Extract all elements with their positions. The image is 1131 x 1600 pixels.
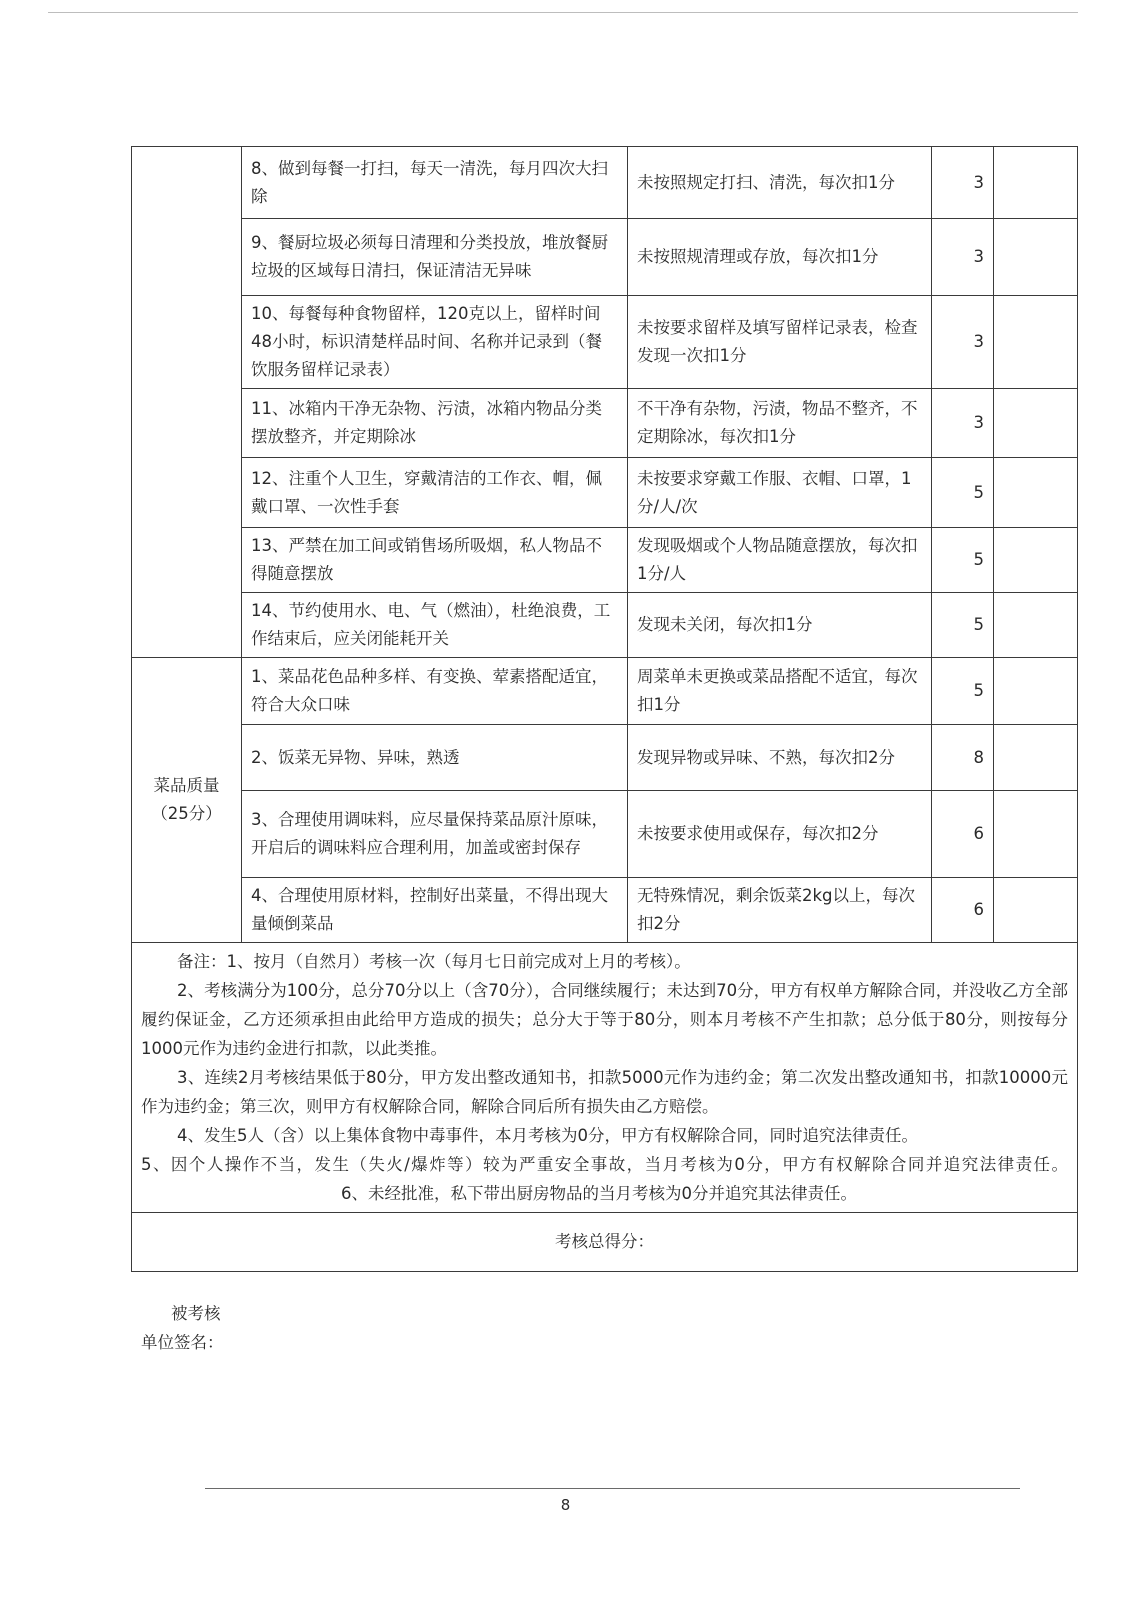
table-row xyxy=(132,725,1078,791)
actual-score-cell xyxy=(994,658,1078,725)
item-cell: 8、做到每餐一打扫，每天一清洗，每月四次大扫除 xyxy=(242,147,628,219)
score-cell: 5 xyxy=(932,458,994,528)
score-cell: 5 xyxy=(932,528,994,593)
item-cell: 3、合理使用调味料，应尽量保持菜品原汁原味，开启后的调味料应合理利用，加盖或密封保存 xyxy=(242,791,628,878)
deduction-cell: 不干净有杂物，污渍，物品不整齐，不定期除冰，每次扣1分 xyxy=(628,389,932,458)
note-5 xyxy=(141,1150,1068,1208)
note-5-text: 5、因个人操作不当，发生（失火/爆炸等）较为严重安全事故，当月考核为0分，甲方有权解除合同并追究法律责任。 xyxy=(141,1155,1068,1174)
actual-score-cell xyxy=(994,878,1078,943)
actual-score-cell xyxy=(994,219,1078,296)
actual-score-cell xyxy=(994,389,1078,458)
actual-score-cell xyxy=(994,725,1078,791)
total-score-label: 考核总得分： xyxy=(132,1213,1078,1272)
item-cell: 10、每餐每种食物留样，120克以上，留样时间48小时，标识清楚样品时间、名称并记录到（餐饮服务留样记录表） xyxy=(242,296,628,389)
table-row xyxy=(132,389,1078,458)
deduction-cell: 未按照规定打扫、清洗，每次扣1分 xyxy=(628,147,932,219)
score-cell: 6 xyxy=(932,791,994,878)
table-row xyxy=(132,878,1078,943)
actual-score-cell xyxy=(994,458,1078,528)
actual-score-cell xyxy=(994,147,1078,219)
table-row xyxy=(132,147,1078,219)
category-cell-blank xyxy=(132,147,242,658)
score-cell: 3 xyxy=(932,219,994,296)
note-3: 3、连续2月考核结果低于80分，甲方发出整改通知书，扣款5000元作为违约金；第二次发出整改通知书，扣款10000元作为违约金；第三次，则甲方有权解除合同，解除合同后所有损失由乙方赔偿。 xyxy=(141,1068,1068,1116)
item-cell: 9、餐厨垃圾必须每日清理和分类投放，堆放餐厨垃圾的区域每日清扫，保证清洁无异味 xyxy=(242,219,628,296)
actual-score-cell xyxy=(994,296,1078,389)
table-row xyxy=(132,791,1078,878)
table-row xyxy=(132,219,1078,296)
note-6-text: 6、未经批准，私下带出厨房物品的当月考核为0分并追究其法律责任。 xyxy=(341,1184,857,1203)
deduction-cell: 未按要求留样及填写留样记录表，检查发现一次扣1分 xyxy=(628,296,932,389)
item-cell: 13、严禁在加工间或销售场所吸烟，私人物品不得随意摆放 xyxy=(242,528,628,593)
actual-score-cell xyxy=(994,528,1078,593)
note-1: 备注：1、按月（自然月）考核一次（每月七日前完成对上月的考核）。 xyxy=(177,952,691,971)
score-cell: 5 xyxy=(932,593,994,658)
note-2: 2、考核满分为100分，总分70分以上（含70分），合同继续履行；未达到70分，甲方有权单方解除合同，并没收乙方全部履约保证金，乙方还须承担由此给甲方造成的损失；总分大于等于80分，则本月考核不产生扣款；总分低于80分，则按每分1000元作为违约金进行扣款，以此类推。 xyxy=(141,981,1068,1058)
score-cell: 3 xyxy=(932,296,994,389)
deduction-cell: 发现异物或异味、不熟，每次扣2分 xyxy=(628,725,932,791)
actual-score-cell xyxy=(994,593,1078,658)
deduction-cell: 未按照规清理或存放，每次扣1分 xyxy=(628,219,932,296)
note-4: 4、发生5人（含）以上集体食物中毒事件，本月考核为0分，甲方有权解除合同，同时追究法律责任。 xyxy=(177,1126,918,1145)
actual-score-cell xyxy=(994,791,1078,878)
deduction-cell: 未按要求穿戴工作服、衣帽、口罩，1分/人/次 xyxy=(628,458,932,528)
notes-row xyxy=(132,943,1078,1213)
item-cell: 12、注重个人卫生，穿戴清洁的工作衣、帽，佩戴口罩、一次性手套 xyxy=(242,458,628,528)
table-row xyxy=(132,658,1078,725)
score-cell: 6 xyxy=(932,878,994,943)
footer-rule xyxy=(205,1488,1020,1489)
table-row xyxy=(132,528,1078,593)
table-row xyxy=(132,296,1078,389)
category-cell-dish-quality: 菜品质量（25分） xyxy=(132,658,242,943)
top-rule xyxy=(48,12,1078,13)
item-cell: 4、合理使用原材料，控制好出菜量，不得出现大量倾倒菜品 xyxy=(242,878,628,943)
signature-label: 被考核单位签名： xyxy=(141,1304,224,1352)
score-cell: 8 xyxy=(932,725,994,791)
notes-cell xyxy=(132,943,1078,1213)
deduction-cell: 无特殊情况，剩余饭菜2kg以上，每次扣2分 xyxy=(628,878,932,943)
score-cell: 3 xyxy=(932,147,994,219)
deduction-cell: 周菜单未更换或菜品搭配不适宜，每次扣1分 xyxy=(628,658,932,725)
table-row xyxy=(132,593,1078,658)
item-cell: 2、饭菜无异物、异味，熟透 xyxy=(242,725,628,791)
page-number: 8 xyxy=(560,1496,571,1514)
score-cell: 3 xyxy=(932,389,994,458)
item-cell: 14、节约使用水、电、气（燃油），杜绝浪费，工作结束后，应关闭能耗开关 xyxy=(242,593,628,658)
item-cell: 1、菜品花色品种多样、有变换、荤素搭配适宜，符合大众口味 xyxy=(242,658,628,725)
deduction-cell: 未按要求使用或保存，每次扣2分 xyxy=(628,791,932,878)
score-cell: 5 xyxy=(932,658,994,725)
deduction-cell: 发现吸烟或个人物品随意摆放，每次扣1分/人 xyxy=(628,528,932,593)
total-row xyxy=(132,1213,1078,1272)
deduction-cell: 发现未关闭，每次扣1分 xyxy=(628,593,932,658)
table-row xyxy=(132,458,1078,528)
assessment-table xyxy=(131,146,1078,1272)
item-cell: 11、冰箱内干净无杂物、污渍，冰箱内物品分类摆放整齐，并定期除冰 xyxy=(242,389,628,458)
